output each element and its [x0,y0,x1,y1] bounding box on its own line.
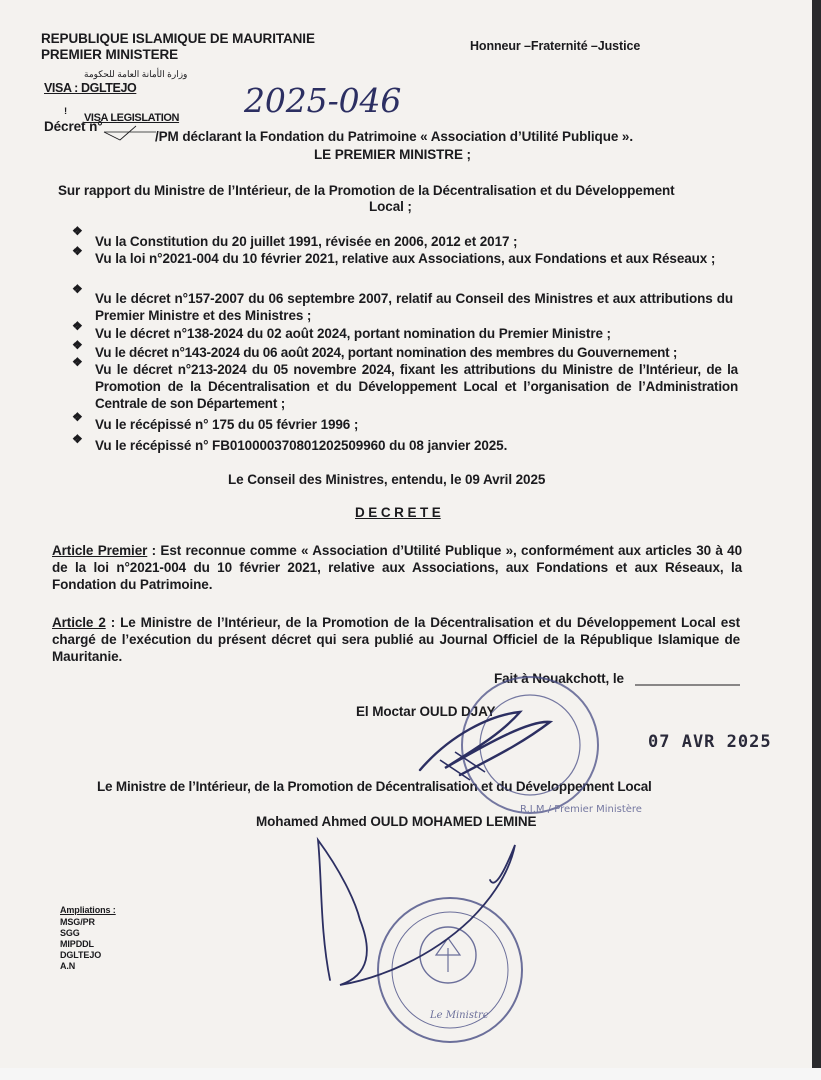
ampliations-title: Ampliations : [60,905,116,915]
ampliation-item: SGG [60,928,80,938]
council-line: Le Conseil des Ministres, entendu, le 09 Avril 2025 [228,472,546,487]
diamond-bullet-icon: ❖ [72,244,83,258]
consideration-8: Vu le récépissé n° FB010000370801202509960 du 08 janvier 2025. [95,438,508,453]
article-2-text: : Le Ministre de l’Intérieur, de la Promotion de la Décentralisation et du Développement Local est chargé de l’exécution du présent décret qui sera publié au Journal Officiel de la République Islamique de Mauritanie. [52,615,741,664]
minister-stamp [378,898,522,1042]
arabic-stamp-text: وزارة الأمانة العامة للحكومة [84,69,188,79]
national-motto: Honneur –Fraternité –Justice [470,39,641,53]
stamp-ring-text: R.I.M / Premier Ministère [520,804,642,815]
consideration-1: Vu la Constitution du 20 juillet 1991, révisée en 2006, 2012 et 2017 ; [95,234,518,249]
minister-name: Mohamed Ahmed OULD MOHAMED LEMINE [256,814,537,829]
diamond-bullet-icon: ❖ [72,282,83,296]
minister-signature [318,840,515,985]
prime-minister-name: El Moctar OULD DJAY [356,704,496,719]
photo-edge-shadow [812,0,821,1080]
report-line-2: Local ; [369,199,412,214]
stamp-label: Le Ministre [430,1010,489,1021]
exclamation-mark: ! [64,106,68,117]
ampliation-item: DGLTEJO [60,950,102,960]
diamond-bullet-icon: ❖ [72,319,83,333]
handwritten-decree-number: 2025-046 [244,81,402,120]
decree-title-start: Décret n° [44,119,103,134]
diamond-bullet-icon: ❖ [72,338,83,352]
consideration-5: Vu le décret n°143-2024 du 06 août 2024, portant nomination des membres du Gouvernement ; [95,345,678,360]
decrete-heading: D E C R E T E [355,505,441,520]
article-2-label: Article 2 [52,615,106,630]
signatory-heading: LE PREMIER MINISTRE ; [314,147,471,162]
diamond-bullet-icon: ❖ [72,410,83,424]
consideration-2: Vu la loi n°2021-004 du 10 février 2021, relative aux Associations, aux Fondations et aux Réseaux ; [95,251,716,266]
article-1-label: Article Premier [52,543,148,558]
diamond-bullet-icon: ❖ [72,432,83,446]
consideration-6: Vu le décret n°213-2024 du 05 novembre 2024, fixant les attributions du Ministre de l’Intérieur, de la Promotion de la Décentralisation et du Développement Local et l’organisation de l’Administration Centrale de son Département ; [95,362,738,411]
prime-minister-stamp [462,677,642,815]
visa-dgltejo-stamp: VISA : DGLTEJO [44,81,137,95]
diamond-bullet-icon: ❖ [72,224,83,238]
ampliation-item: MIPDDL [60,939,94,949]
country-name: REPUBLIQUE ISLAMIQUE DE MAURITANIE [41,31,315,46]
place-and-date: Fait à Nouakchott, le [494,671,624,686]
minister-title: Le Ministre de l’Intérieur, de la Promotion de Décentralisation et du Développement Local [97,779,652,794]
tick-mark-icon [104,126,136,140]
consideration-7: Vu le récépissé n° 175 du 05 février 1996 ; [95,417,359,432]
palm-emblem-icon [436,938,460,972]
article-1-text: : Est reconnue comme « Association d’Utilité Publique », conformément aux articles 30 à 40 de la loi n°2021-004 du 10 février 2021, relative aux Associations, aux Fondations et aux Réseaux, la Fondation du Patrimoine. [52,543,742,592]
ampliation-item: A.N [60,961,76,971]
visa-legislation-stamp: VISA LEGISLATION [84,112,180,124]
photo-bottom-margin [0,1068,821,1080]
ampliation-item: MSG/PR [60,917,95,927]
consideration-3: Vu le décret n°157-2007 du 06 septembre 2007, relatif au Conseil des Ministres et aux attributions du Premier Ministre et des Ministres ; [95,291,733,323]
report-line-1: Sur rapport du Ministre de l’Intérieur, de la Promotion de la Décentralisation et du Développement [58,183,675,198]
diamond-bullet-icon: ❖ [72,355,83,369]
decree-title: /PM déclarant la Fondation du Patrimoine « Association d’Utilité Publique ». [155,129,633,144]
office-name: PREMIER MINISTERE [41,47,179,62]
consideration-4: Vu le décret n°138-2024 du 02 août 2024, portant nomination du Premier Ministre ; [95,326,611,341]
date-stamp: 07 AVR 2025 [648,732,772,752]
